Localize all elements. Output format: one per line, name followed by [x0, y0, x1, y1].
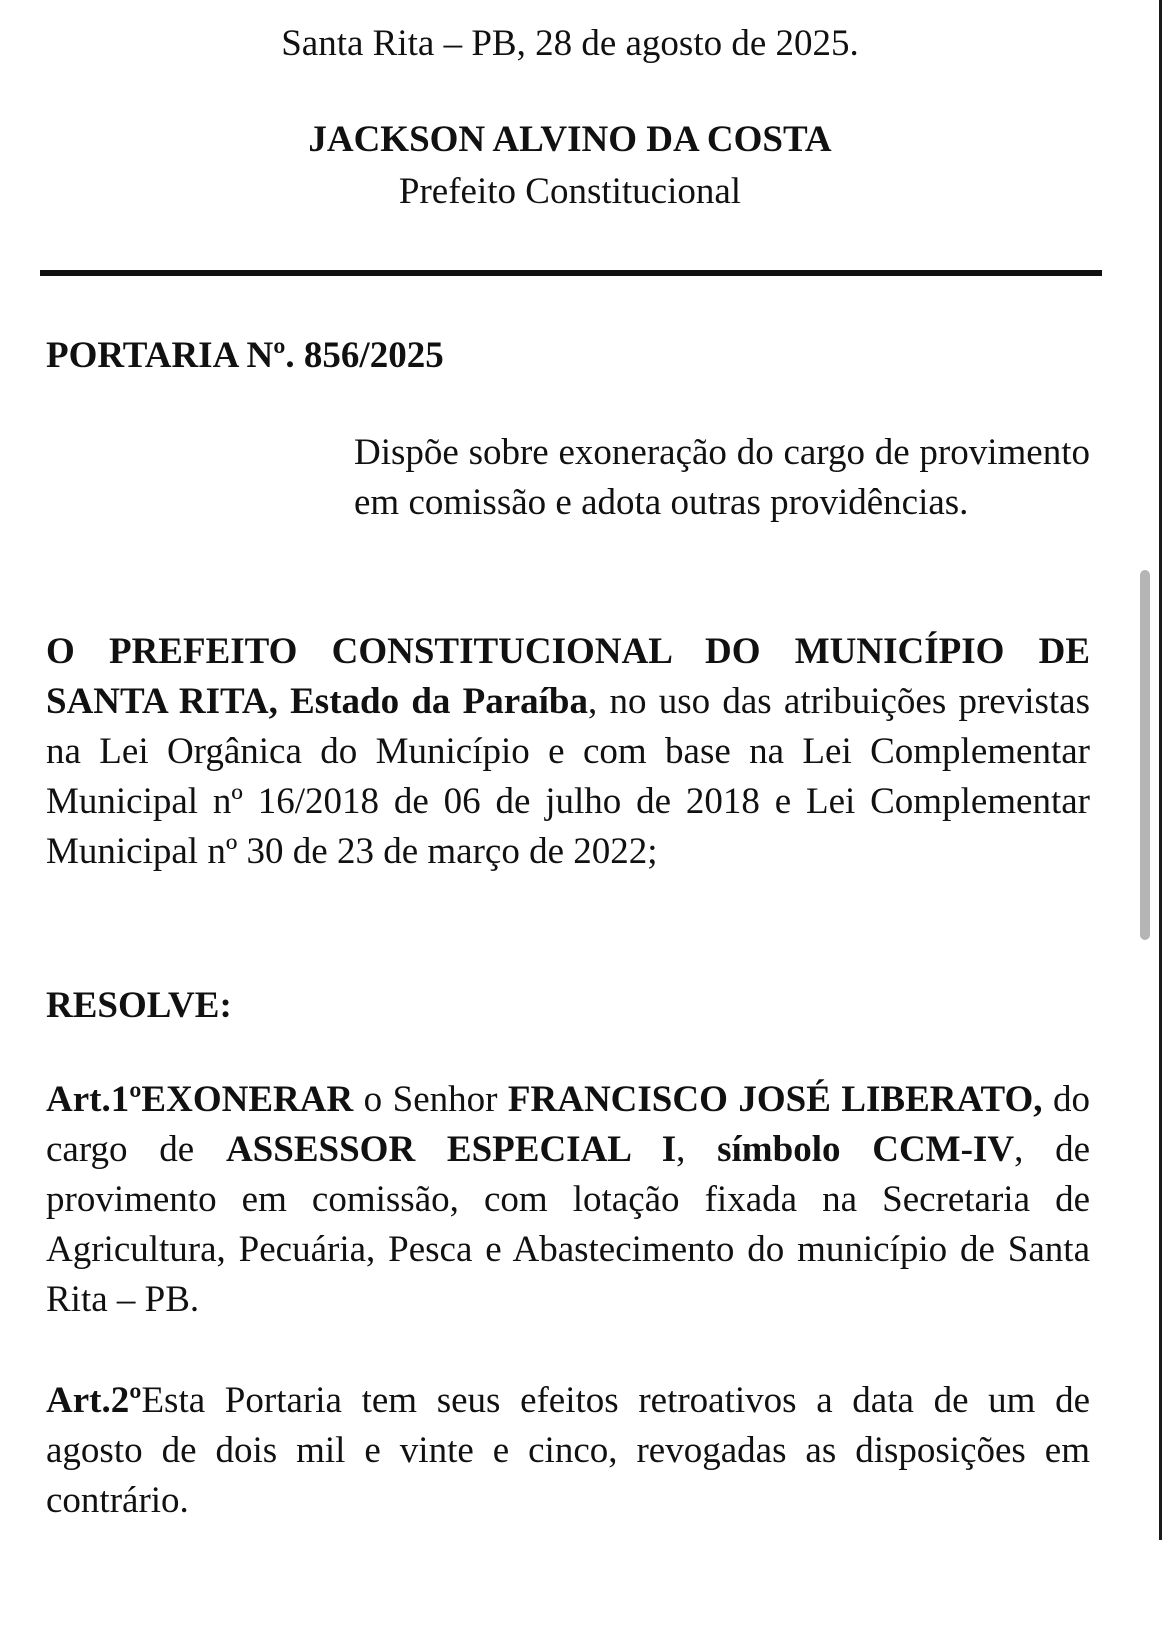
article-1-label: Art.1ºEXONERAR	[46, 1079, 354, 1120]
preamble-text: , no uso das atribuições previstas na Lei Orgânica do Município e com base na Lei Complementar Municipal nº 16/2018 de 06 de julho de 2018 e Lei Complementar Municipal nº 30 de 23 de março de 2022;	[46, 681, 1090, 872]
preamble	[46, 627, 1090, 877]
article-1-simbolo: símbolo CCM-IV	[717, 1129, 1015, 1170]
page-right-border	[1159, 0, 1162, 1540]
article-1-person-name: FRANCISCO JOSÉ LIBERATO,	[507, 1079, 1043, 1120]
signer-role: Prefeito Constitucional	[398, 171, 742, 212]
article-1	[46, 1075, 1090, 1325]
signer-name: JACKSON ALVINO DA COSTA	[308, 119, 832, 160]
article-2-text: Esta Portaria tem seus efeitos retroativos a data de um de agosto de dois mil e vinte e cinco, revogadas as disposições em contrário.	[46, 1380, 1090, 1521]
resolve-heading: RESOLVE:	[46, 985, 232, 1026]
portaria-title: PORTARIA Nº. 856/2025	[46, 335, 444, 376]
ementa: Dispõe sobre exoneração do cargo de provimento em comissão e adota outras providências.	[354, 432, 1090, 523]
article-1-text-3: ,	[676, 1129, 718, 1170]
article-2	[46, 1376, 1090, 1526]
article-1-text-1: o Senhor	[353, 1079, 508, 1120]
date-line: Santa Rita – PB, 28 de agosto de 2025.	[281, 23, 859, 64]
article-2-label: Art.2º	[46, 1380, 142, 1421]
preamble-authority: O PREFEITO CONSTITUCIONAL DO MUNICÍPIO DE SANTA RITA, Estado da Paraíba	[46, 631, 1090, 722]
article-1-cargo: ASSESSOR ESPECIAL I	[225, 1129, 677, 1170]
scrollbar-thumb[interactable]	[1140, 570, 1150, 940]
article-1-text-4: , de provimento em comissão, com lotação fixada na Secretaria de Agricultura, Pecuária, Pesca e Abastecimento do município de Santa Rita – PB.	[46, 1129, 1090, 1320]
article-1-text-2: do cargo de	[46, 1079, 1091, 1170]
section-divider	[40, 270, 1102, 276]
